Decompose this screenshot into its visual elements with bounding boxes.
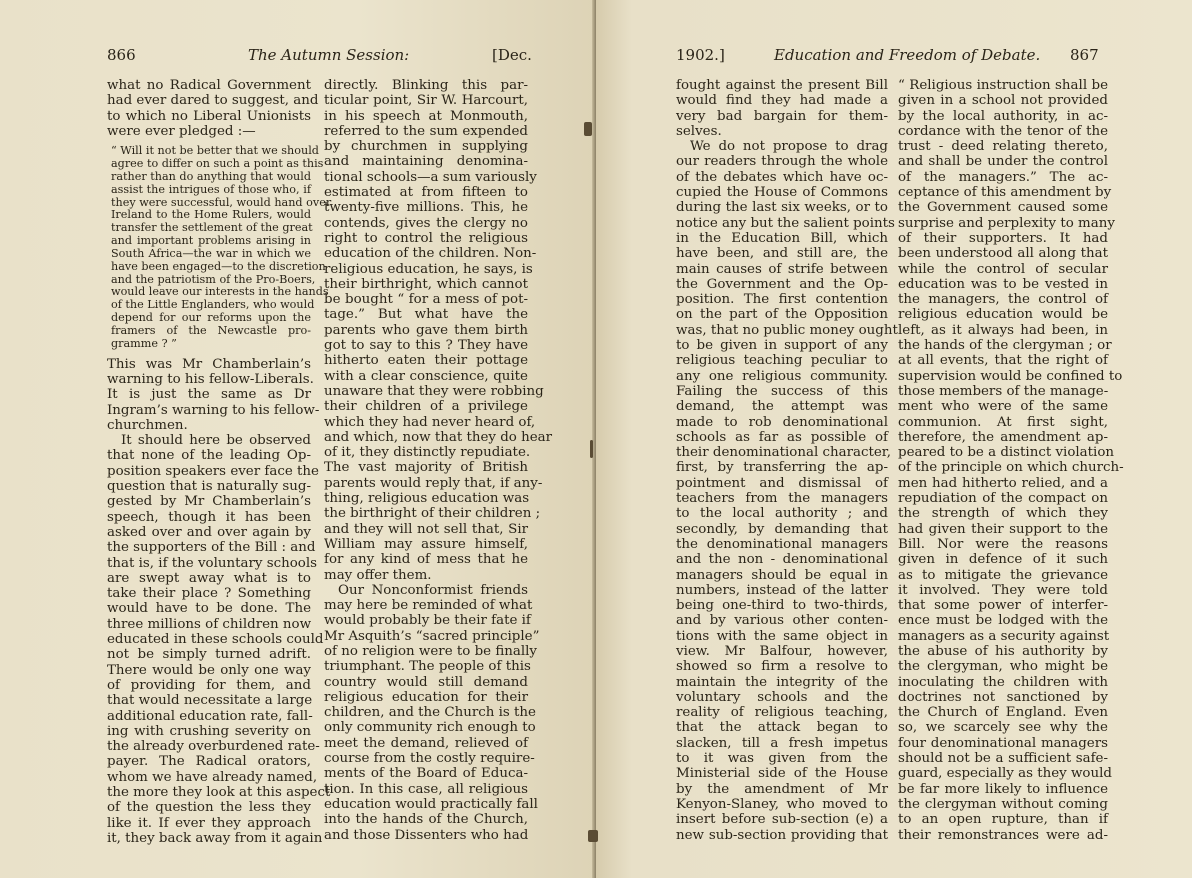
text-line: that none of the leading Op- (107, 448, 311, 464)
text-line: the supporters of the Bill : and (107, 540, 316, 556)
running-date: 1902.] (676, 46, 725, 64)
text-line: Failing the success of this (676, 383, 888, 399)
text-line: the birthright of their children ; (324, 506, 541, 522)
text-line: voluntary schools and the (676, 689, 888, 705)
text-line: in his speech at Monmouth, (324, 108, 528, 124)
text-line: Ingram’s warning to his fellow- (107, 402, 320, 418)
text-line: assist the intrigues of those who, if (111, 182, 311, 196)
text-line: parents would reply that, if any- (324, 475, 543, 491)
text-line: new sub-section providing that (676, 827, 888, 843)
text-line: of the debates which have oc- (676, 169, 888, 185)
text-line: ticular point, Sir W. Harcourt, (324, 93, 528, 109)
text-line: right to control the religious (324, 230, 528, 246)
text-line: with a clear conscience, quite (324, 368, 528, 384)
text-line: like it. If ever they approach (107, 815, 311, 831)
text-line: Ministerial side of the House (676, 766, 888, 782)
text-line: very bad bargain for them- (676, 108, 888, 124)
text-line: The vast majority of British (324, 460, 528, 476)
text-line: cordance with the tenor of the (898, 123, 1108, 139)
text-line: and those Dissenters who had (324, 827, 529, 843)
text-line: ing with crushing severity on (107, 723, 311, 739)
text-line: education would practically fall (324, 796, 538, 812)
text-line: whom we have already named, (107, 769, 318, 785)
text-line: had ever dared to suggest, and (107, 93, 319, 109)
text-line: any one religious community. (676, 368, 888, 384)
text-line: religious education, he says, is (324, 261, 533, 277)
running-date: [Dec. (492, 46, 532, 64)
text-line: trust - deed relating thereto, (898, 139, 1108, 155)
text-line: tage.” But what have the (324, 307, 528, 323)
text-line: agree to differ on such a point as this (111, 157, 324, 171)
text-line: the strength of which they (898, 506, 1108, 522)
text-line: slacken, till a fresh impetus (676, 735, 888, 751)
text-line: There would be only one way (107, 662, 311, 678)
text-line: and the non - denominational (676, 552, 888, 568)
text-line: meet the demand, relieved of (324, 735, 528, 751)
text-line: supervision would be confined to (898, 368, 1123, 384)
text-line: and maintaining denomina- (324, 154, 528, 170)
text-line: of the principle on which church- (898, 460, 1124, 476)
text-line: men had hitherto relied, and a (898, 475, 1108, 491)
text-line: insert before sub-section (e) a (676, 812, 888, 828)
text-line: should not be a sufficient safe- (898, 751, 1108, 767)
binding-mark (590, 440, 593, 458)
text-line: the denominational managers (676, 536, 888, 552)
text-line: payer. The Radical orators, (107, 754, 311, 770)
text-line: doctrines not sanctioned by (898, 689, 1108, 705)
text-line: thing, religious education was (324, 491, 530, 507)
text-line: teachers from the managers (676, 491, 888, 507)
text-line: tions with the same object in (676, 628, 888, 644)
text-line: position. The first contention (676, 292, 888, 308)
text-line: are swept away what is to (107, 570, 311, 586)
text-line: made to rob denominational (676, 414, 888, 430)
text-line: gramme ? ” (111, 336, 177, 350)
text-line: religious teaching peculiar to (676, 353, 888, 369)
text-line: framers of the Newcastle pro- (111, 324, 311, 337)
text-line: to an open rupture, than if (898, 812, 1108, 828)
text-column (898, 78, 1124, 843)
text-line: churchmen. (107, 417, 188, 433)
text-line: it, they back away from it again (107, 830, 323, 846)
text-line: selves. (676, 123, 722, 139)
text-line: depend for our reforms upon the (111, 311, 311, 325)
text-line: hitherto eaten their pottage (324, 353, 528, 369)
text-line: warning to his fellow-Liberals. (107, 371, 314, 387)
text-line: unaware that they were robbing (324, 383, 544, 399)
text-line: Ireland to the Home Rulers, would (111, 208, 311, 222)
text-column (676, 78, 898, 843)
text-line: that would necessitate a large (107, 693, 313, 709)
text-line: twenty-five millions. This, he (324, 200, 528, 216)
text-line: education was to be vested in (898, 276, 1108, 292)
text-line: the Church of England. Even (898, 705, 1108, 721)
text-line: of their supporters. It had (898, 230, 1108, 246)
text-line: it involved. They were told (898, 582, 1108, 598)
text-line: education of the children. Non- (324, 246, 537, 262)
text-line: their birthright, which cannot (324, 276, 528, 292)
text-line: of it, they distinctly repudiate. (324, 445, 531, 461)
text-line: to which no Liberal Unionists (107, 108, 311, 124)
text-line: the already overburdened rate- (107, 739, 320, 755)
text-line: children, and the Church is the (324, 705, 536, 721)
text-line: during the last six weeks, or to (676, 200, 888, 216)
text-line: ceptance of this amendment by (898, 185, 1112, 201)
text-line: gested by Mr Chamberlain’s (107, 494, 311, 510)
text-line: secondly, by demanding that (676, 521, 888, 537)
text-line: estimated at from fifteen to (324, 185, 528, 201)
text-line: communion. At first sight, (898, 414, 1108, 430)
text-line: triumphant. The people of this (324, 659, 531, 675)
text-line: on the part of the Opposition (676, 307, 888, 323)
text-line: got to say to this ? They have (324, 338, 528, 354)
text-line: what no Radical Government (107, 78, 311, 93)
text-line: parents who gave them birth (324, 322, 528, 338)
text-line: that the attack began to (676, 720, 888, 736)
text-line: that is, if the voluntary schools (107, 555, 317, 571)
text-line: may offer them. (324, 567, 432, 583)
text-line: South Africa—the war in which we (111, 246, 311, 260)
text-line: rather than do anything that would (111, 169, 311, 183)
text-line: only community rich enough to (324, 720, 536, 736)
text-line: their denominational character, (676, 445, 891, 461)
text-line: so, we scarcely see why the (898, 720, 1108, 736)
text-line: maintain the integrity of the (676, 674, 888, 690)
text-line: be far more likely to influence (898, 781, 1108, 797)
text-line: therefore, the amendment ap- (898, 429, 1108, 445)
text-line: the abuse of his authority by (898, 643, 1108, 659)
text-line: and important problems arising in (111, 234, 311, 248)
text-line: question that is naturally sug- (107, 479, 311, 495)
text-line: guard, especially as they would (898, 766, 1112, 782)
text-line: ment who were of the same (898, 399, 1108, 415)
text-line: William may assure himself, (324, 536, 528, 552)
page-number: 867 (1070, 46, 1099, 64)
text-line: their remonstrances were ad- (898, 827, 1108, 843)
text-line: those members of the manage- (898, 383, 1109, 399)
text-line: country would still demand (324, 674, 528, 690)
text-line: and the patriotism of the Pro-Boers, (111, 272, 316, 286)
running-title: Education and Freedom of Debate. (774, 46, 1041, 64)
text-line: managers as a security against (898, 628, 1110, 644)
text-line: for any kind of mess that he (324, 552, 528, 568)
text-line: first, by transferring the ap- (676, 460, 888, 476)
text-line: four denominational managers (898, 735, 1108, 751)
text-line: It should here be observed (121, 433, 311, 449)
text-line: showed so firm a resolve to (676, 659, 888, 675)
binding-mark (584, 122, 592, 136)
text-line: “ Will it not be better that we should (111, 144, 319, 158)
text-line: the hands of the clergyman ; or (898, 338, 1112, 354)
text-line: position speakers ever face the (107, 463, 319, 479)
text-line: This was Mr Chamberlain’s (107, 356, 311, 372)
text-line: in the Education Bill, which (676, 230, 888, 246)
text-line: reality of religious teaching, (676, 705, 888, 721)
text-line: ments of the Board of Educa- (324, 766, 528, 782)
text-column (107, 78, 332, 846)
text-line: had given their support to the (898, 521, 1108, 537)
text-line: of the managers.” The ac- (898, 169, 1108, 185)
text-line: managers should be equal in (676, 567, 888, 583)
text-line: ence must be lodged with the (898, 613, 1108, 629)
binding-mark (588, 830, 598, 842)
text-line: were ever pledged :— (107, 123, 256, 139)
text-line: to it was given from the (676, 751, 888, 767)
text-line: directly. Blinking this par- (324, 78, 528, 93)
text-line: by churchmen in supplying (324, 139, 528, 155)
text-line: main causes of strife between (676, 261, 888, 277)
text-line: referred to the sum expended (324, 123, 528, 139)
text-line: view. Mr Balfour, however, (676, 643, 888, 659)
text-line: of no religion were to be finally (324, 643, 537, 659)
text-line: would leave our interests in the hands (111, 285, 329, 299)
text-line: being one-third to two-thirds, (676, 598, 888, 614)
text-line: have been engaged—to the discretion (111, 259, 326, 273)
text-line: to the local authority ; and (676, 506, 888, 522)
text-line: while the control of secular (898, 261, 1108, 277)
text-line: have been, and still are, the (676, 246, 888, 262)
text-line: which they had never heard of, (324, 414, 536, 430)
text-line: of the Little Englanders, who would (111, 298, 315, 312)
text-line: the managers, the control of (898, 292, 1108, 308)
text-line: notice any but the salient points (676, 215, 895, 231)
text-line: their children of a privilege (324, 399, 528, 415)
text-line: pointment and dismissal of (676, 475, 888, 491)
text-line: speech, though it has been (107, 509, 311, 525)
text-line: as to mitigate the grievance (898, 567, 1108, 583)
text-line: demand, the attempt was (676, 399, 888, 415)
text-line: at all events, that the right of (898, 353, 1108, 369)
text-line: the Government and the Op- (676, 276, 888, 292)
text-line: tion. In this case, all religious (324, 781, 528, 797)
text-line: repudiation of the compact on (898, 491, 1108, 507)
text-line: the more they look at this aspect (107, 785, 331, 800)
text-line: asked over and over again by (107, 524, 311, 540)
text-line: and they will not sell that, Sir (324, 521, 528, 537)
text-line: they were successful, would hand over (111, 195, 332, 209)
text-line: peared to be a distinct violation (898, 445, 1115, 461)
text-line: be bought “ for a mess of pot- (324, 292, 528, 308)
text-line: to be given in support of any (676, 338, 888, 354)
text-line: surprise and perplexity to many (898, 215, 1115, 231)
text-line: religious education would be (898, 307, 1108, 323)
text-line: inoculating the children with (898, 674, 1108, 690)
text-line: been understood all along that (898, 246, 1108, 262)
text-line: It is just the same as Dr (107, 387, 311, 403)
text-line: given in defence of it such (898, 552, 1108, 568)
text-line: by the local authority, in ac- (898, 108, 1108, 124)
text-line: would have to be done. The (107, 601, 311, 617)
text-line: Bill. Nor were the reasons (898, 536, 1108, 552)
text-line: would probably be their fate if (324, 613, 531, 629)
running-title: The Autumn Session: (248, 46, 410, 64)
text-line: left, as it always had been, in (898, 322, 1108, 338)
text-line: schools as far as possible of (676, 429, 888, 445)
right-page (596, 0, 1192, 878)
text-line: religious education for their (324, 689, 528, 705)
text-line: and which, now that they do hear (324, 429, 553, 445)
text-line: additional education rate, fall- (107, 708, 313, 724)
text-line: tional schools—a sum variously (324, 169, 537, 185)
text-line: course from the costly require- (324, 751, 535, 767)
text-line: Our Nonconformist friends (338, 582, 528, 598)
text-line: We do not propose to drag (690, 139, 888, 155)
text-line: the clergyman, who might be (898, 659, 1108, 675)
text-line: by the amendment of Mr (676, 781, 888, 797)
text-line: and shall be under the control (898, 154, 1108, 170)
text-column (324, 78, 553, 843)
text-line: our readers through the whole (676, 154, 888, 170)
text-line: transfer the settlement of the great (111, 221, 313, 235)
text-line: cupied the House of Commons (676, 185, 888, 201)
page-number: 866 (107, 46, 136, 64)
text-line: that some power of interfer- (898, 598, 1108, 614)
text-line: would find they had made a (676, 93, 888, 109)
text-line: not be simply turned adrift. (107, 647, 311, 663)
text-line: given in a school not provided (898, 93, 1108, 109)
text-line: the Government caused some (898, 200, 1108, 216)
text-line: Mr Asquith’s “sacred principle” (324, 628, 540, 644)
text-line: of providing for them, and (107, 677, 311, 693)
text-line: numbers, instead of the latter (676, 582, 888, 598)
text-line: contends, gives the clergy no (324, 215, 528, 231)
text-line: take their place ? Something (107, 586, 311, 602)
text-line: fought against the present Bill (676, 78, 888, 93)
text-line: Kenyon-Slaney, who moved to (676, 796, 888, 812)
text-line: of the question the less they (107, 800, 311, 816)
text-line: into the hands of the Church, (324, 812, 528, 828)
text-line: educated in these schools could (107, 632, 324, 648)
text-line: may here be reminded of what (324, 598, 533, 614)
text-line: was, that no public money ought (676, 322, 898, 338)
text-line: and by various other conten- (676, 613, 888, 629)
text-line: the clergyman without coming (898, 796, 1108, 812)
text-line: three millions of children now (107, 616, 312, 632)
text-line: “ Religious instruction shall be (898, 78, 1108, 93)
